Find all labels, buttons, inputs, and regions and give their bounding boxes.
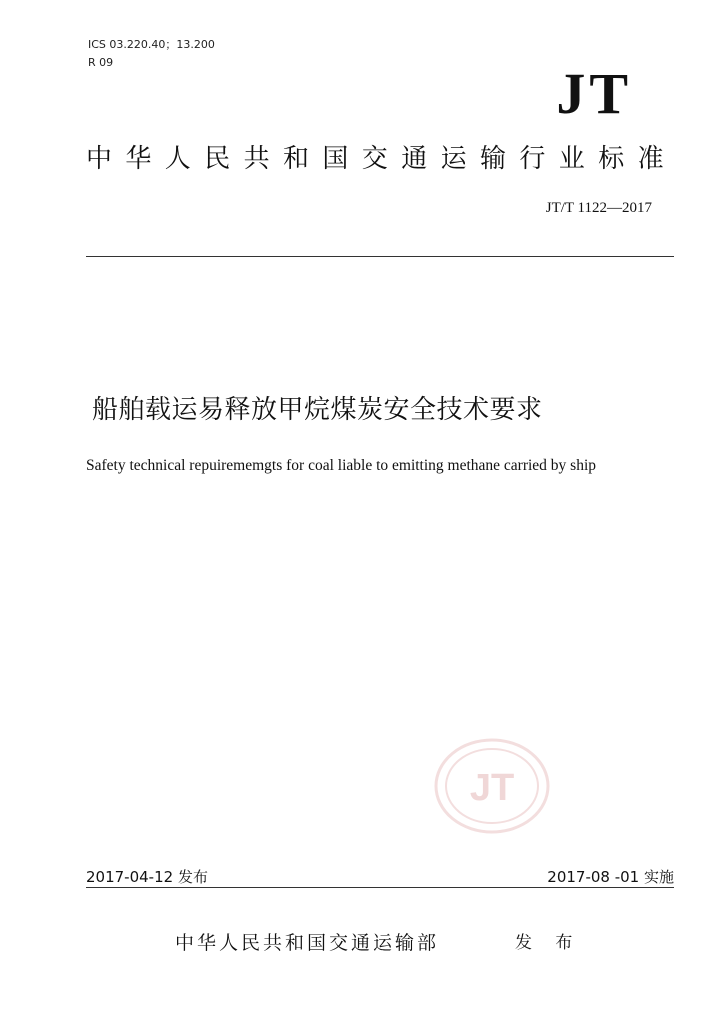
document-title-chinese: 船舶载运易释放甲烷煤炭安全技术要求 [92, 395, 543, 425]
issue-date: 2017-04-12 发布 [86, 868, 208, 886]
header-divider [86, 256, 674, 257]
footer-divider [86, 887, 674, 888]
standard-number: JT/T 1122—2017 [545, 200, 652, 216]
jt-logo: JT [556, 61, 632, 126]
ics-code: ICS 03.220.40；13.200 [88, 38, 215, 51]
standard-category: 中华人民共和国交通运输行业标准 [86, 144, 678, 174]
implementation-date: 2017-08 -01 实施 [547, 868, 674, 886]
watermark-text: JT [469, 767, 515, 809]
publisher-name: 中华人民共和国交通运输部 [175, 932, 440, 954]
jt-watermark-seal [432, 736, 552, 836]
classification-code: R 09 [88, 56, 114, 69]
publish-label: 发 布 [515, 933, 582, 953]
document-title-english: Safety technical repuirememgts for coal liable to emitting methane carried by ship [86, 457, 597, 474]
